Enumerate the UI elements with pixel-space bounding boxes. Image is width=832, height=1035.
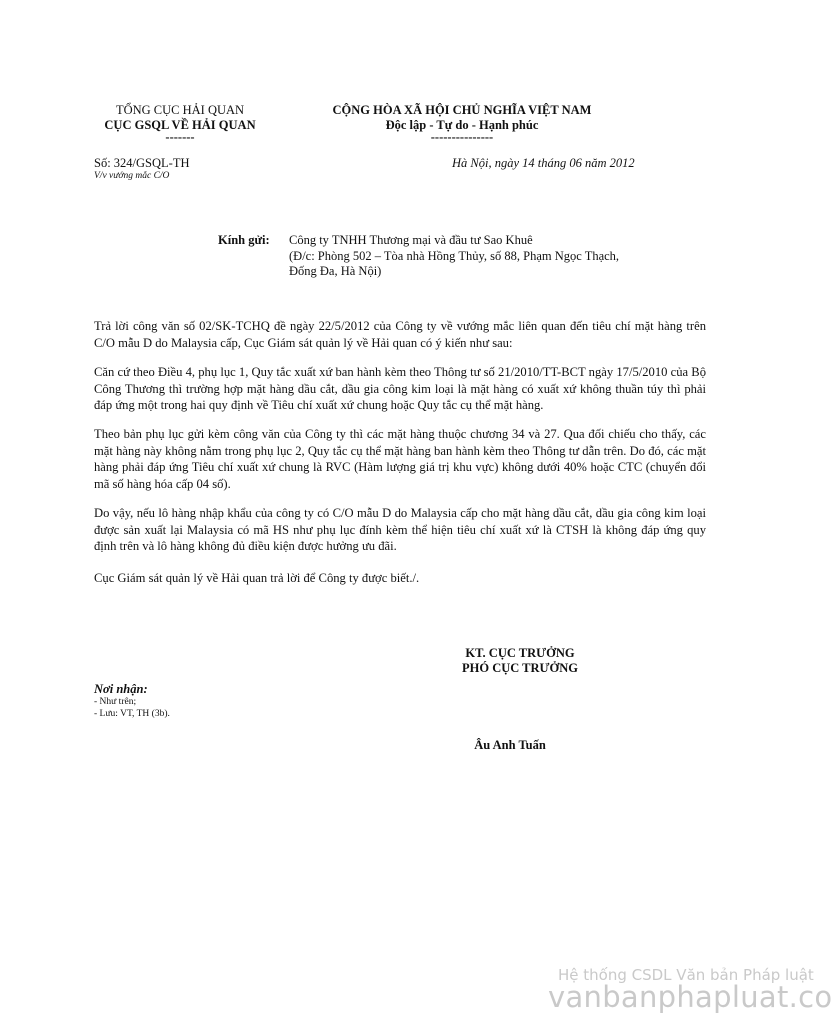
signature-subtitle: PHÓ CỤC TRƯỞNG: [462, 661, 578, 675]
paragraph-2: Căn cứ theo Điều 4, phụ lục 1, Quy tắc xuất xứ ban hành kèm theo Thông tư số 21/2010/TT-BCT ngày 17/5/2010 của Bộ Công Thương thì trường hợp mặt hàng dầu cắt, dầu gia công kim loại là mặt hàng có xuất xứ không thuần túy thì phải đáp ứng một trong hai quy định về Tiêu chí xuất xứ chung hoặc Quy tắc cụ thể mặt hàng.: [94, 365, 706, 412]
place-date: Hà Nội, ngày 14 tháng 06 năm 2012: [452, 156, 635, 170]
motto: Độc lập - Tự do - Hạnh phúc: [385, 118, 539, 132]
paragraph-3: Theo bản phụ lục gửi kèm công văn của Công ty thì các mặt hàng thuộc chương 34 và 27. Qua đối chiếu cho thấy, các mặt hàng này không nằm trong phụ lục 2, Quy tắc cụ thể mặt hàng ban hành kèm theo Thông tư dẫn trên. Do đó, các mặt hàng phải đáp ứng Tiêu chí xuất xứ chung là RVC (Hàm lượng giá trị khu vực) không dưới 40% hoặc CTC (chuyển đổi mã số hàng hóa cấp 04 số).: [94, 427, 706, 491]
recipient-line-3: Đống Đa, Hà Nội): [289, 264, 382, 278]
agency-parent: TỔNG CỤC HẢI QUAN: [115, 103, 245, 117]
recipient-line-1: Công ty TNHH Thương mại và đầu tư Sao Khuê: [289, 233, 533, 247]
agency-rule: -------: [165, 130, 195, 144]
recipient-label: Kính gửi:: [218, 233, 270, 247]
paragraph-4: Do vậy, nếu lô hàng nhập khẩu của công ty có C/O mẫu D do Malaysia cấp cho mặt hàng dầu cắt, dầu gia công kim loại được sản xuất lại Malaysia có mã HS như phụ lục đính kèm thể hiện tiêu chí xuất xứ là CTSH là không đáp ứng quy định trên và lô hàng không đủ điều kiện được hưởng ưu đãi.: [94, 506, 706, 553]
recipients-item: - Lưu: VT, TH (3b).: [94, 709, 170, 719]
recipient-line-2: (Đ/c: Phòng 502 – Tòa nhà Hồng Thủy, số 88, Phạm Ngọc Thạch,: [289, 249, 620, 263]
agency-name: CỤC GSQL VỀ HẢI QUAN: [104, 118, 256, 132]
recipients-item: - Như trên;: [94, 697, 137, 707]
watermark-site: vanbanphapluat.co: [548, 980, 832, 1014]
paragraph-5: Cục Giám sát quản lý về Hải quan trả lời để Công ty được biết./.: [94, 571, 420, 585]
watermark-tagline: Hệ thống CSDL Văn bản Pháp luật: [558, 966, 814, 984]
signature-title: KT. CỤC TRƯỞNG: [465, 646, 575, 660]
signer-name: Âu Anh Tuấn: [474, 738, 546, 752]
recipients-title: Nơi nhận:: [94, 682, 148, 696]
document-subject: V/v vướng mắc C/O: [94, 171, 170, 181]
country-name: CỘNG HÒA XÃ HỘI CHỦ NGHĨA VIỆT NAM: [332, 103, 592, 117]
paragraph-1: Trả lời công văn số 02/SK-TCHQ đề ngày 22/5/2012 của Công ty về vướng mắc liên quan đến tiêu chí mặt hàng trên C/O mẫu D do Malaysia cấp, Cục Giám sát quản lý về Hải quan có ý kiến như sau:: [94, 319, 706, 350]
motto-rule: ---------------: [430, 130, 494, 144]
document-number: Số: 324/GSQL-TH: [94, 156, 190, 170]
